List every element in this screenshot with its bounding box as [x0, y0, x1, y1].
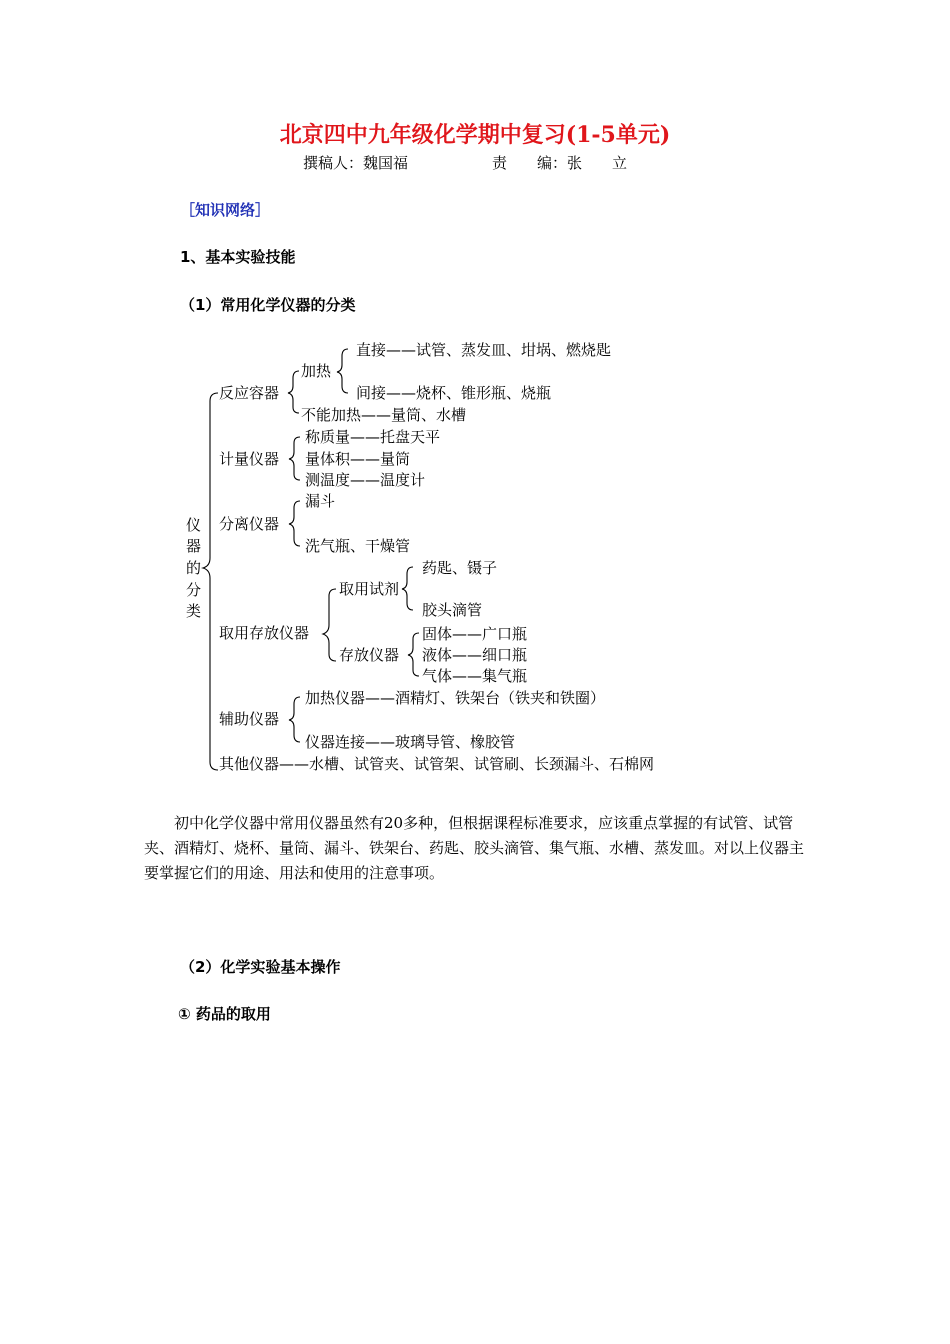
section-heading-1-2: （2）化学实验基本操作	[180, 958, 341, 976]
measure-mass: 称质量——托盘天平	[305, 428, 441, 446]
store-solid: 固体——广口瓶	[422, 625, 528, 643]
section-heading-1-1: （1）常用化学仪器的分类	[180, 296, 356, 314]
knowledge-network-heading: ［知识网络］	[180, 201, 271, 219]
reaction-label: 反应容器	[219, 384, 280, 402]
measure-temp: 测温度——温度计	[305, 471, 426, 489]
store-gas: 气体——集气瓶	[422, 667, 528, 685]
root-char: 分	[186, 581, 202, 599]
separate-funnel: 漏斗	[305, 492, 336, 510]
section-heading-1-2-1: ① 药品的取用	[178, 1005, 271, 1023]
other-line: 其他仪器——水槽、试管夹、试管架、试管刷、长颈漏斗、石棉网	[219, 755, 655, 773]
take-brace	[402, 567, 413, 610]
take-label: 取用试剂	[339, 580, 400, 598]
diagram-root-label	[186, 516, 201, 620]
take-dropper: 胶头滴管	[422, 601, 483, 619]
root-char: 类	[186, 602, 202, 620]
editor: 责 编：张 立	[492, 154, 628, 172]
heat-brace	[337, 349, 348, 393]
noheat-line: 不能加热——量筒、水槽	[301, 406, 467, 424]
measure-label: 计量仪器	[219, 450, 280, 468]
page-title: 北京四中九年级化学期中复习(1-5单元)	[279, 122, 671, 148]
storage-label: 取用存放仪器	[219, 624, 310, 642]
direct-heat-line: 直接——试管、蒸发皿、坩埚、燃烧匙	[356, 341, 612, 359]
section-heading-1: 1、基本实验技能	[180, 248, 296, 266]
root-char: 仪	[186, 516, 202, 534]
aux-label: 辅助仪器	[219, 710, 280, 728]
store-brace	[408, 633, 419, 676]
reaction-brace	[288, 371, 299, 413]
author: 撰稿人：魏国福	[303, 154, 409, 172]
store-label: 存放仪器	[339, 646, 400, 664]
root-char: 器	[186, 537, 202, 555]
body-paragraph: 初中化学仪器中常用仪器虽然有20多种，但根据课程标准要求，应该重点掌握的有试管、试管夹、酒精灯、烧杯、量筒、漏斗、铁架台、药匙、胶头滴管、集气瓶、水槽、蒸发皿。对以上仪器主要掌握它们的用途、用法和使用的注意事项。	[144, 814, 805, 882]
aux-brace	[289, 697, 300, 742]
take-spoon: 药匙、镊子	[422, 559, 498, 577]
measure-brace	[289, 437, 300, 480]
indirect-heat-line: 间接——烧杯、锥形瓶、烧瓶	[356, 384, 552, 402]
root-char: 的	[186, 559, 202, 577]
heat-label: 加热	[301, 362, 332, 380]
aux-heating: 加热仪器——酒精灯、铁架台（铁夹和铁圈）	[305, 689, 606, 707]
measure-volume: 量体积——量筒	[305, 450, 411, 468]
store-liquid: 液体——细口瓶	[422, 646, 528, 664]
separate-bottle: 洗气瓶、干燥管	[305, 537, 411, 555]
aux-connect: 仪器连接——玻璃导管、橡胶管	[305, 733, 516, 751]
main-brace	[203, 393, 218, 770]
separate-brace	[289, 501, 300, 546]
storage-brace	[323, 589, 336, 661]
separate-label: 分离仪器	[219, 515, 280, 533]
